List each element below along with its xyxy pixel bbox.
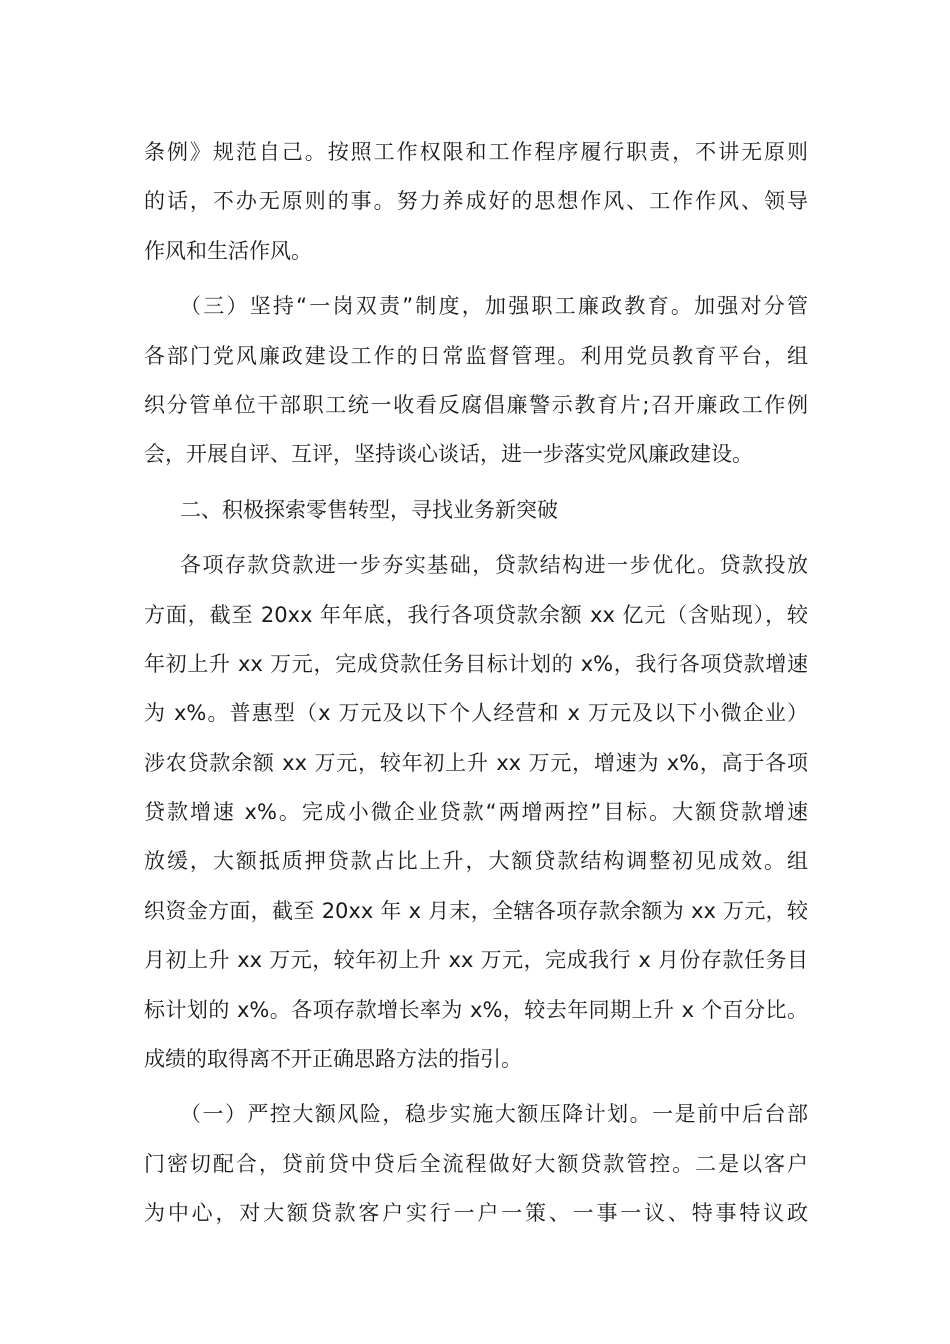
text-line: 各部门党风廉政建设工作的日常监督管理。利用党员教育平台，组 [144, 343, 808, 368]
text-line: 月初上升 xx 万元，较年初上升 xx 万元，完成我行 x 月份存款任务目 [144, 948, 808, 973]
paragraph [144, 282, 808, 480]
text-line: 标计划的 x%。各项存款增长率为 x%，较去年同期上升 x 个百分比。 [144, 997, 808, 1022]
text-line: 织资金方面，截至 20xx 年 x 月末，全辖各项存款余额为 xx 万元，较 [144, 898, 808, 923]
heading-line: 二、积极探索零售转型，寻找业务新突破 [180, 497, 558, 522]
text-line: （三）坚持“一岗双责”制度，加强职工廉政教育。加强对分管 [180, 294, 808, 319]
text-line: 门密切配合，贷前贷中贷后全流程做好大额贷款管控。二是以客户 [144, 1151, 808, 1176]
text-line: 放缓，大额抵质押贷款占比上升，大额贷款结构调整初见成效。组 [144, 849, 808, 874]
text-line: 涉农贷款余额 xx 万元，较年初上升 xx 万元，增速为 x%，高于各项 [144, 750, 808, 775]
text-line: 贷款增速 x%。完成小微企业贷款“两增两控”目标。大额贷款增速 [144, 800, 808, 825]
text-line: 为中心，对大额贷款客户实行一户一策、一事一议、特事特议政 [144, 1201, 808, 1226]
paragraph [144, 1090, 808, 1238]
paragraph [144, 541, 808, 1084]
text-line: 年初上升 xx 万元，完成贷款任务目标计划的 x%，我行各项贷款增速 [144, 651, 808, 676]
text-line: 各项存款贷款进一步夯实基础，贷款结构进一步优化。贷款投放 [180, 553, 808, 578]
document-body [144, 128, 808, 1245]
text-line: 方面，截至 20xx 年年底，我行各项贷款余额 xx 亿元（含贴现），较 [144, 602, 808, 627]
text-line: 条例》规范自己。按照工作权限和工作程序履行职责，不讲无原则 [144, 140, 808, 164]
text-line: 的话，不办无原则的事。努力养成好的思想作风、工作作风、领导 [144, 189, 808, 214]
text-line: 成绩的取得离不开正确思路方法的指引。 [144, 1047, 522, 1072]
paragraph [144, 128, 808, 276]
section-heading [144, 486, 808, 535]
text-line: 为 x%。普惠型（x 万元及以下个人经营和 x 万元及以下小微企业） [144, 701, 808, 726]
text-line: 作风和生活作风。 [144, 238, 312, 263]
text-line: 会，开展自评、互评，坚持谈心谈话，进一步落实党风廉政建设。 [144, 442, 753, 467]
text-line: （一）严控大额风险，稳步实施大额压降计划。一是前中后台部 [180, 1102, 808, 1127]
text-line: 织分管单位干部职工统一收看反腐倡廉警示教育片;召开廉政工作例 [144, 392, 808, 417]
